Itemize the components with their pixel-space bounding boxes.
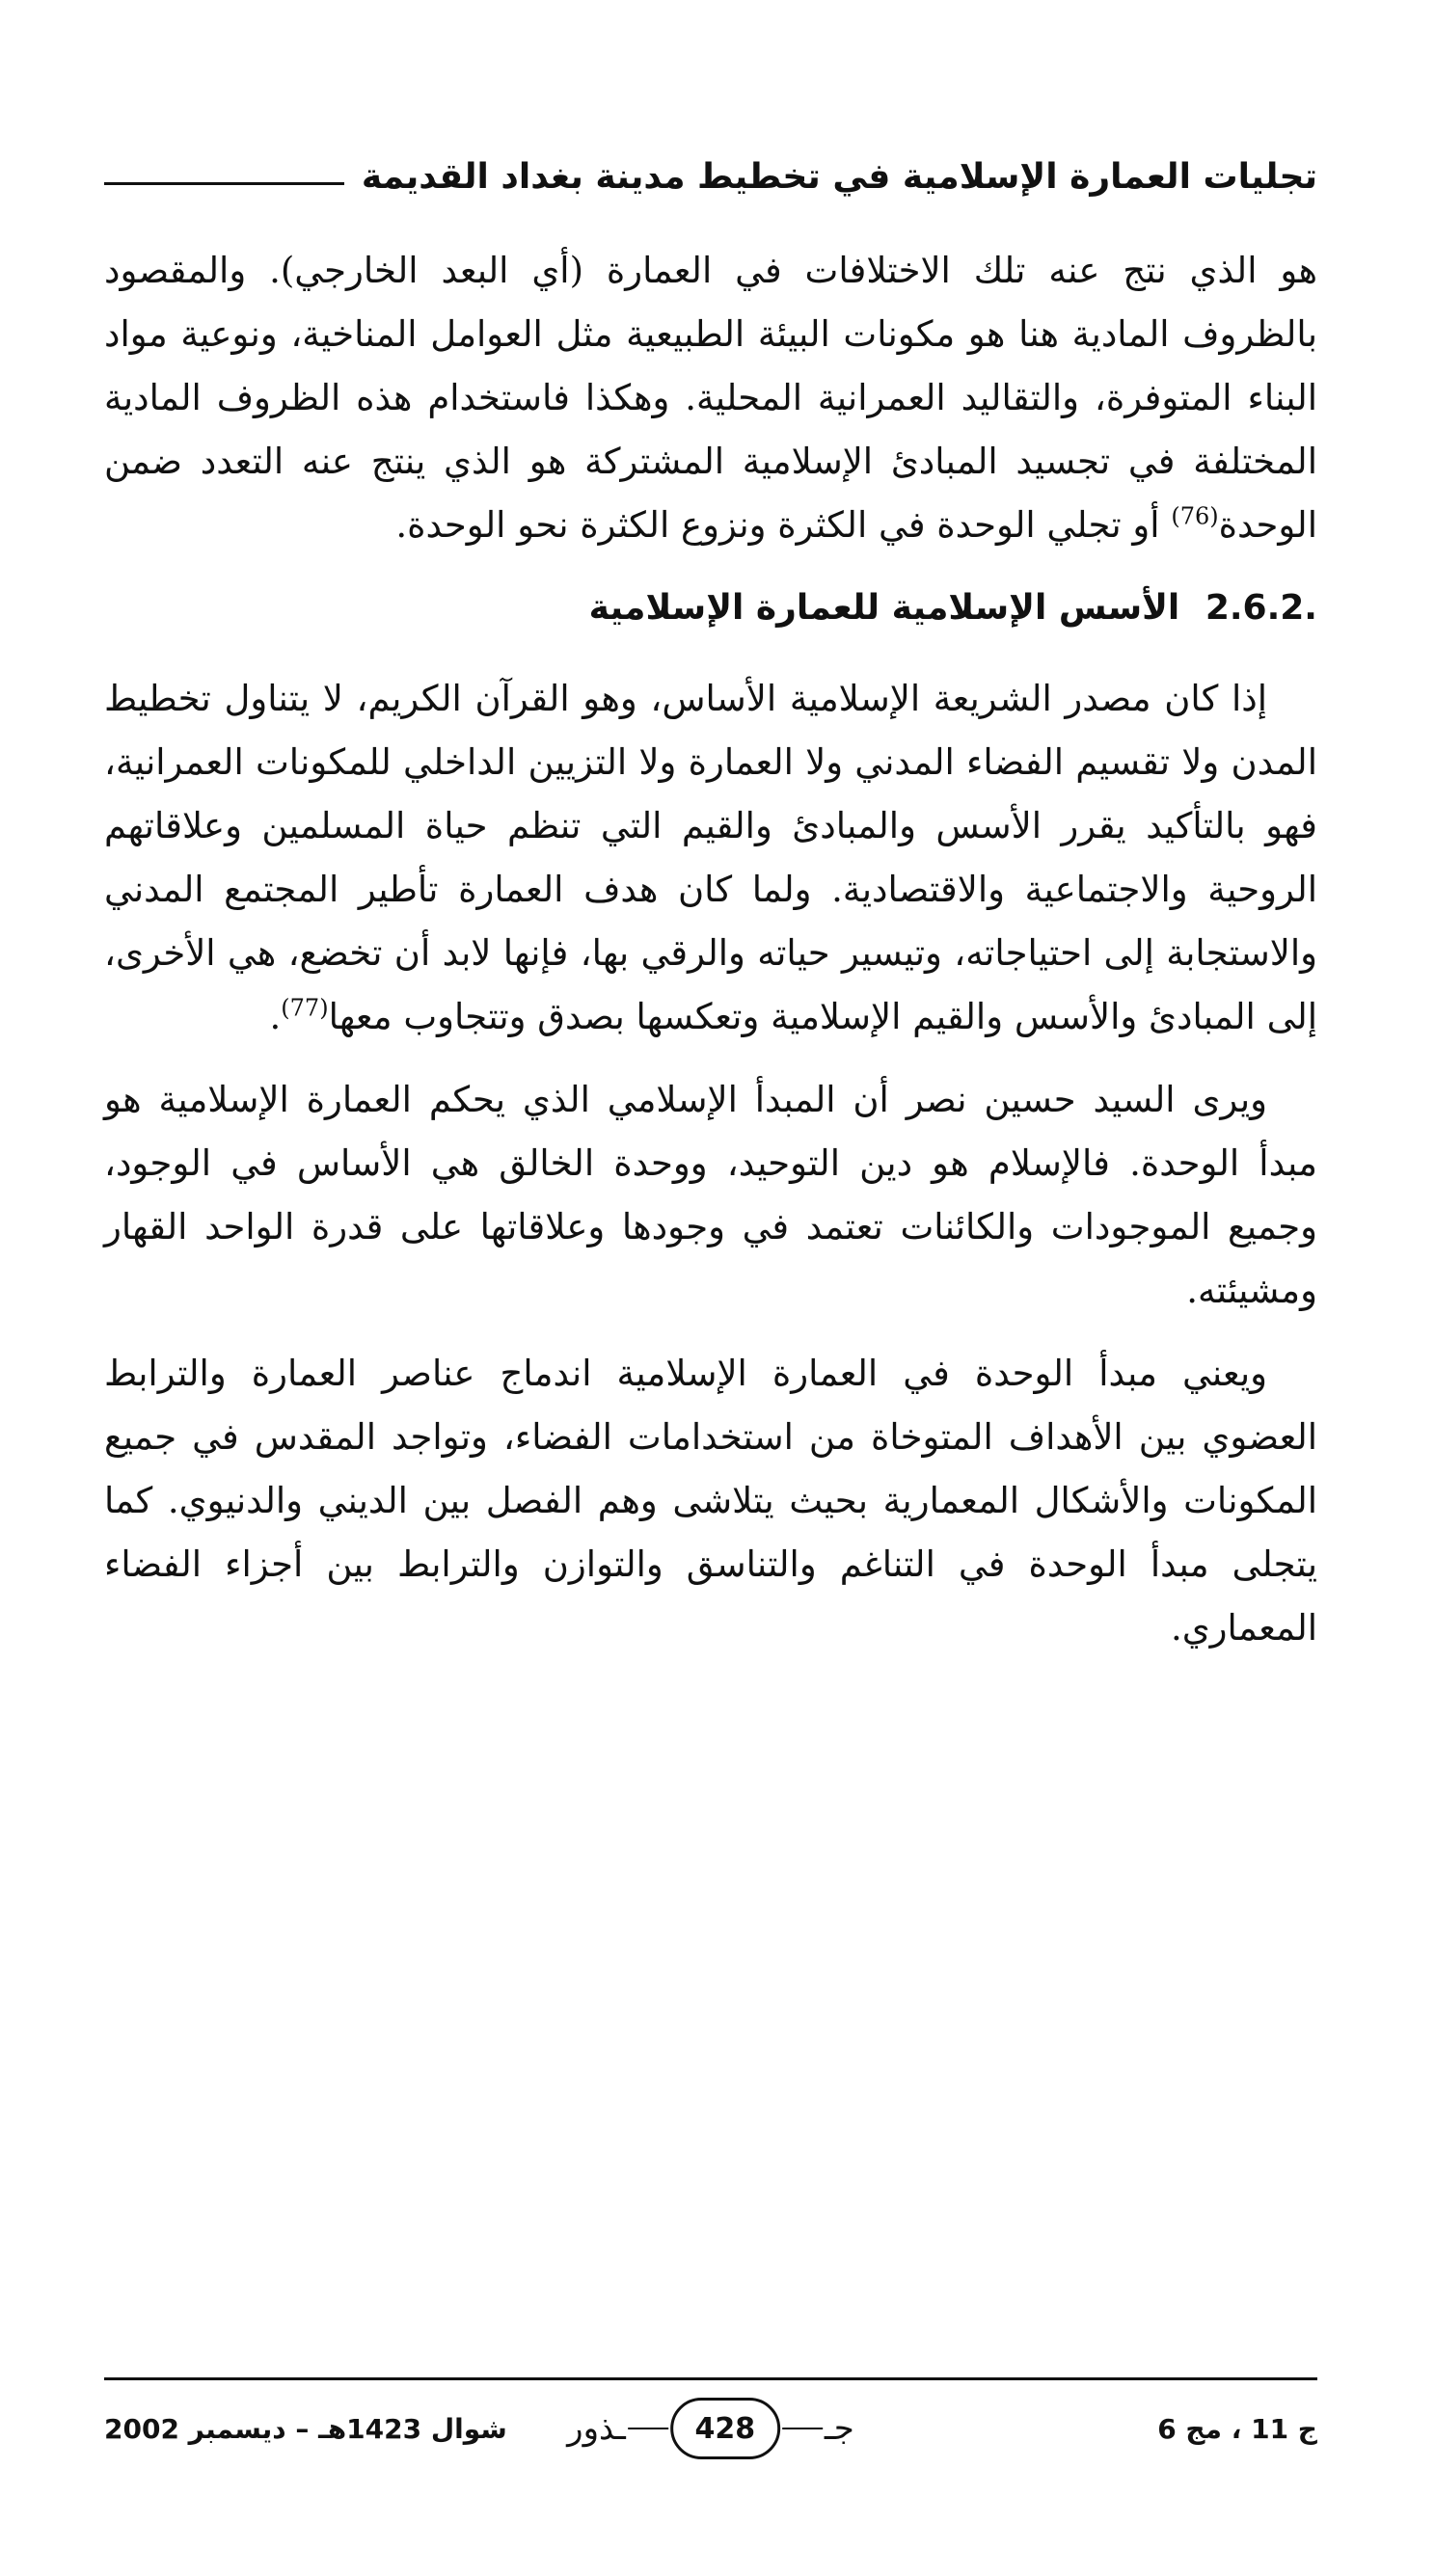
paragraph-1-text: هو الذي نتج عنه تلك الاختلافات في العمارة (أي البعد الخارجي). والمقصود بالظروف المادية هنا هو مكونات البيئة الطبيعية مثل العوامل المناخية، ونوعية مواد البناء المتوفرة، والتقاليد العمرانية المحلية. وهكذا فاستخدام هذه الظروف المادية المختلفة في تجسيد المبادئ الإسلامية المشتركة هو الذي ينتج عنه التعدد ضمن الوحدة bbox=[104, 250, 1317, 546]
footer-rule bbox=[104, 2377, 1317, 2380]
journal-name-part-ja: جـ bbox=[824, 2409, 854, 2448]
section-title: الأسس الإسلامية للعمارة الإسلامية bbox=[588, 588, 1180, 628]
journal-connector-line bbox=[782, 2428, 823, 2429]
paragraph-2-text: إذا كان مصدر الشريعة الإسلامية الأساس، وهو القرآن الكريم، لا يتناول تخطيط المدن ولا تقسيم الفضاء المدني ولا العمارة ولا التزيين الداخلي للمكونات العمرانية، فهو بالتأكيد يقرر الأسس والمبادئ والقيم التي تنظم حياة المسلمين وعلاقاتهم الروحية والاجتماعية والاقتصادية. ولما كان هدف العمارة تأطير المجتمع المدني والاستجابة إلى احتياجاته، وتيسير حياته والرقي بها، فإنها لابد أن تخضع، هي الأخرى، إلى المبادئ والأسس والقيم الإسلامية وتعكسها بصدق وتتجاوب معها bbox=[104, 678, 1317, 1037]
footnote-ref-76[interactable]: (76) bbox=[1171, 502, 1219, 530]
section-heading bbox=[104, 577, 1317, 640]
paragraph-1 bbox=[104, 239, 1317, 557]
footer-row bbox=[104, 2398, 1317, 2484]
footer-volume: ج 11 ، مج 6 bbox=[1157, 2413, 1317, 2445]
footnote-ref-77[interactable]: (77) bbox=[281, 994, 329, 1022]
section-number: 2.6.2. bbox=[1205, 588, 1317, 628]
header-rule bbox=[104, 182, 344, 185]
document-page bbox=[104, 116, 1317, 2507]
page-number: 428 bbox=[670, 2398, 780, 2459]
running-header-title: تجليات العمارة الإسلامية في تخطيط مدينة بغداد القديمة bbox=[361, 156, 1317, 197]
footer-journal-logo bbox=[567, 2398, 854, 2459]
paragraph-3-text: ويرى السيد حسين نصر أن المبدأ الإسلامي الذي يحكم العمارة الإسلامية هو مبدأ الوحدة. فالإسلام هو دين التوحيد، ووحدة الخالق هي الأساس في الوجود، وجميع الموجودات والكائنات تعتمد في وجودها وعلاقاتها على قدرة الواحد القهار ومشيئته. bbox=[104, 1079, 1317, 1311]
body-text bbox=[104, 239, 1317, 1679]
paragraph-1-tail: أو تجلي الوحدة في الكثرة ونزوع الكثرة نحو الوحدة. bbox=[395, 504, 1172, 546]
journal-connector-line bbox=[628, 2428, 668, 2429]
footer-date: شوال 1423هـ – ديسمبر 2002 bbox=[104, 2413, 507, 2445]
paragraph-3 bbox=[104, 1068, 1317, 1323]
journal-name-part-thuwr: ـذور bbox=[567, 2409, 626, 2448]
paragraph-2-tail: . bbox=[269, 996, 282, 1037]
paragraph-2 bbox=[104, 667, 1317, 1049]
running-header bbox=[104, 143, 1317, 210]
paragraph-4-text: ويعني مبدأ الوحدة في العمارة الإسلامية اندماج عناصر العمارة والترابط العضوي بين الأهداف المتوخاة من استخدامات الفضاء، وتواجد المقدس في جميع المكونات والأشكال المعمارية بحيث يتلاشى وهم الفصل بين الديني والدنيوي. كما يتجلى مبدأ الوحدة في التناغم والتناسق والتوازن والترابط بين أجزاء الفضاء المعماري. bbox=[104, 1353, 1317, 1649]
page-footer bbox=[104, 2377, 1317, 2484]
paragraph-4 bbox=[104, 1342, 1317, 1660]
